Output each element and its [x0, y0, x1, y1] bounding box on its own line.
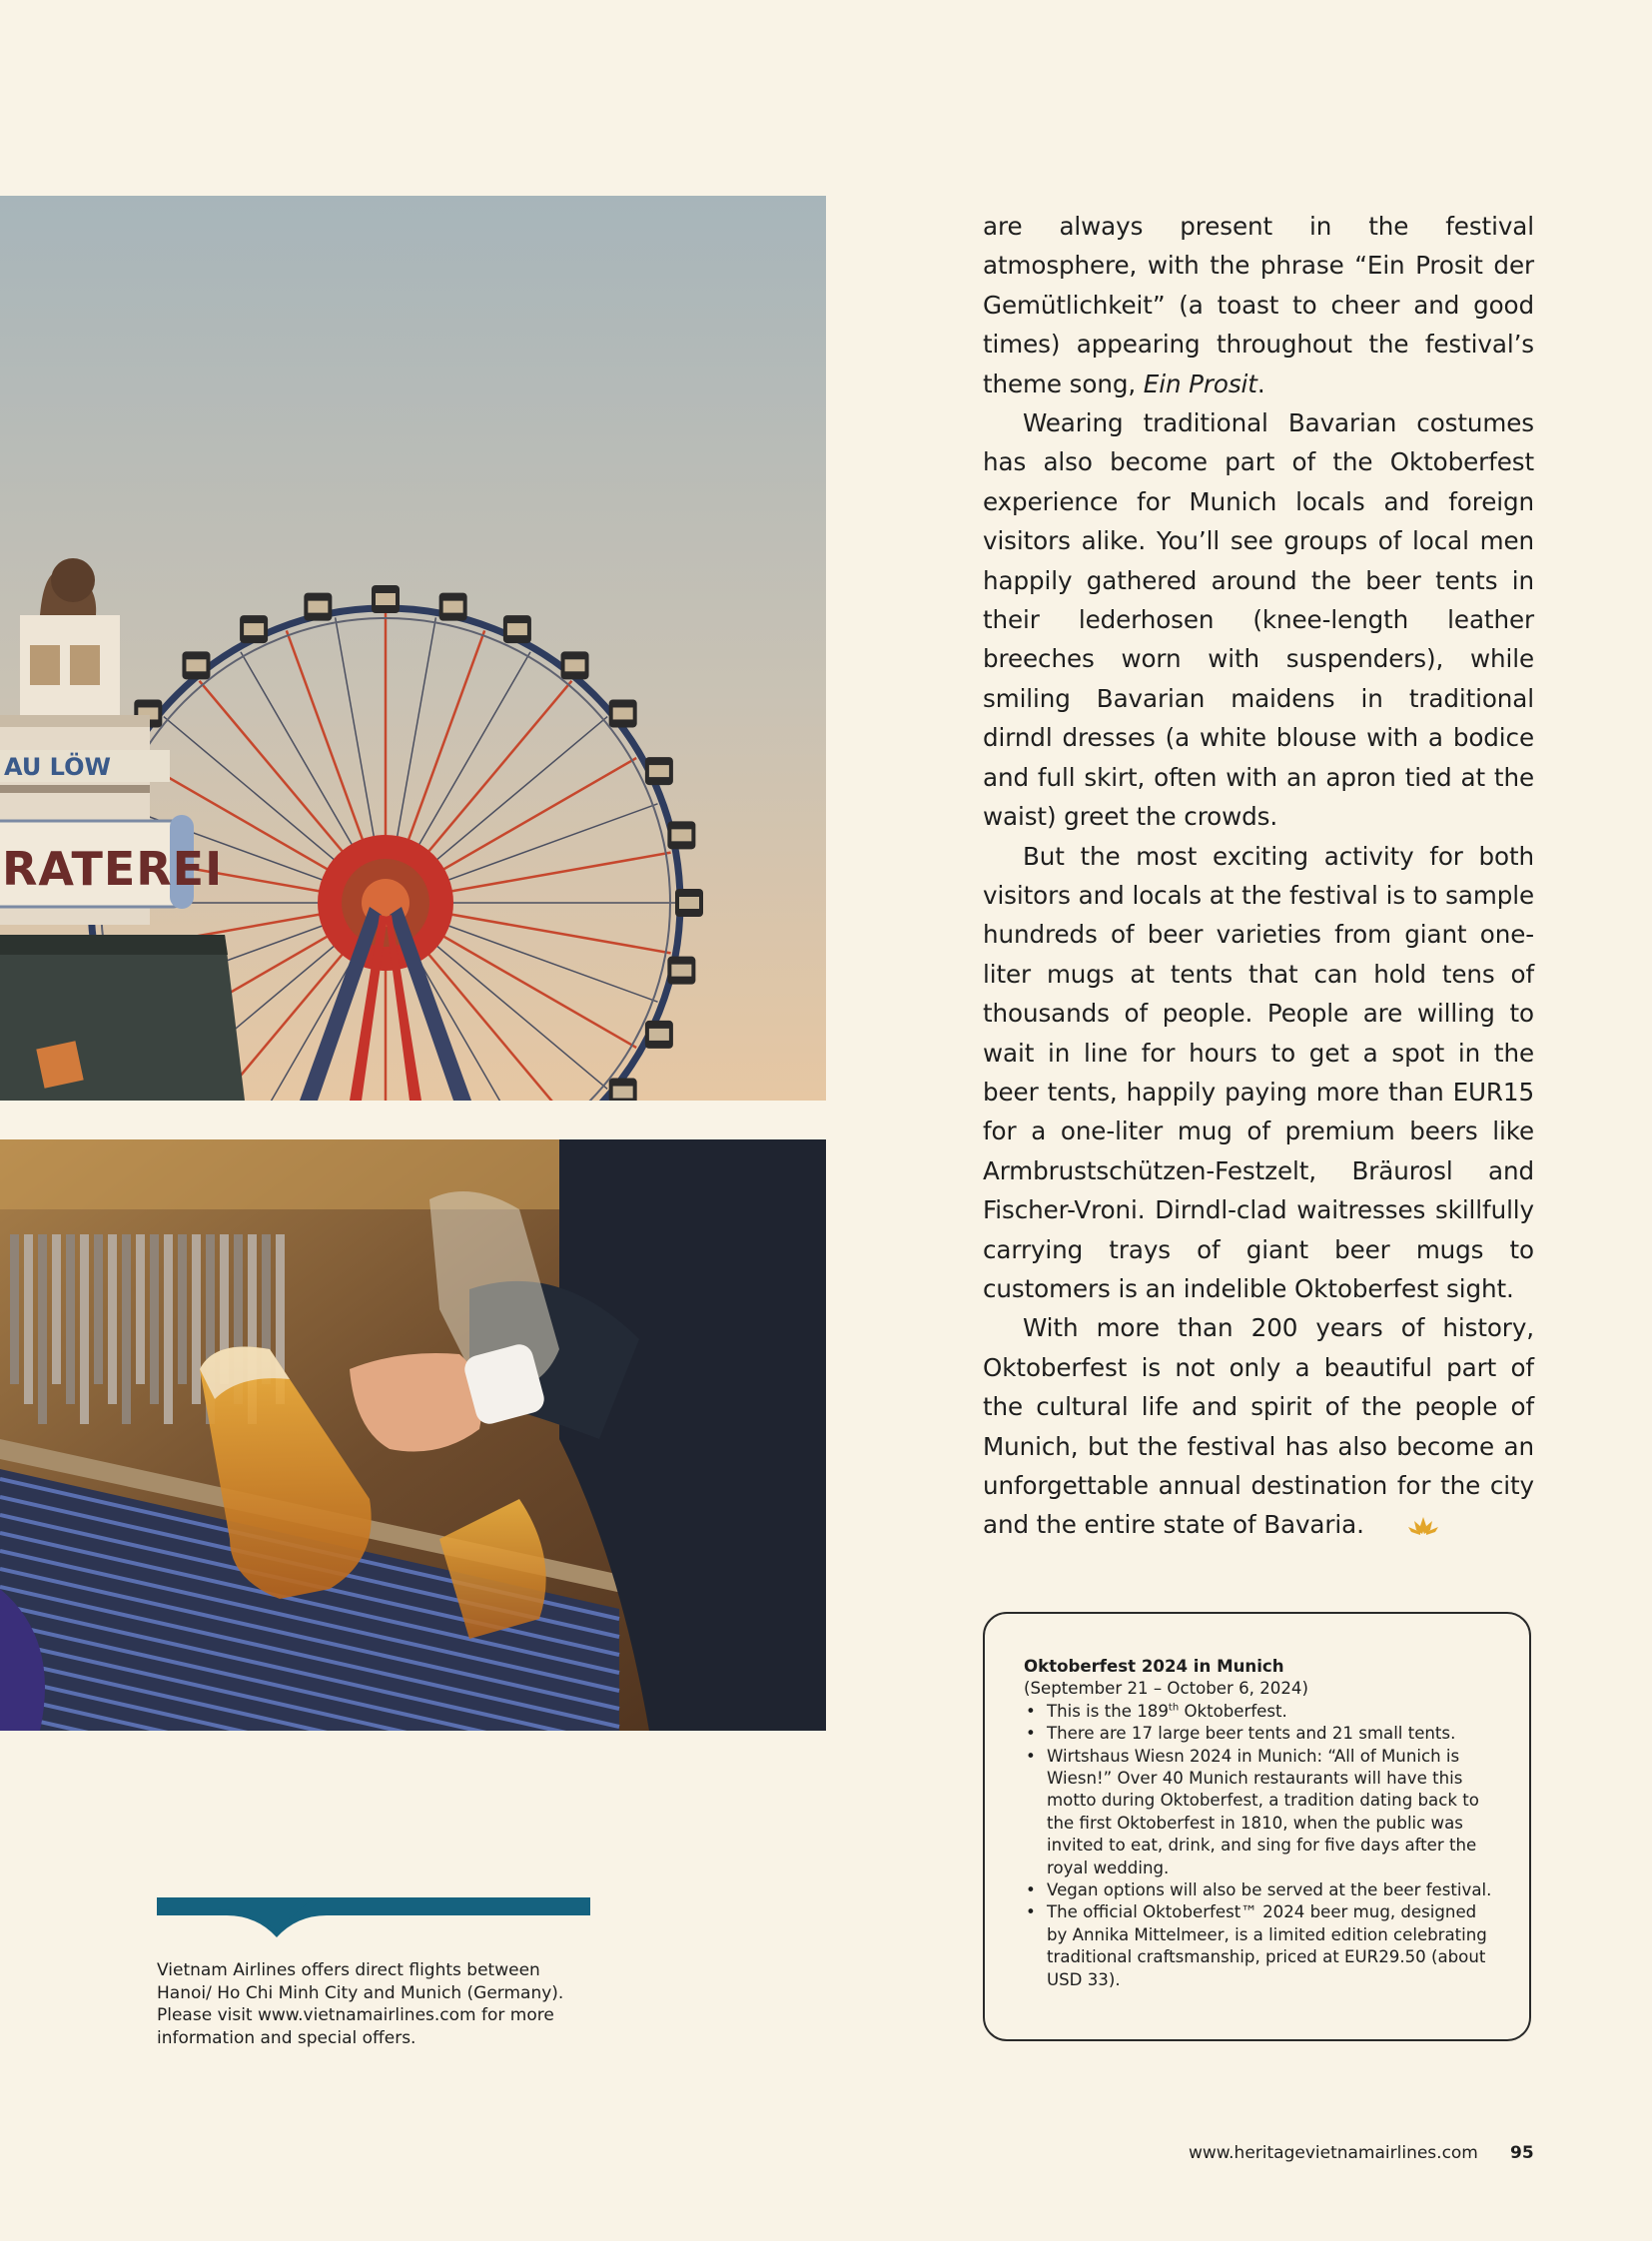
airline-note: Vietnam Airlines offers direct flights between Hanoi/ Ho Chi Minh City and Munich (Germany). Please visit www.vietnamairlines.com for more information and special offers.	[157, 1960, 564, 2048]
info-box-dates: (September 21 – October 6, 2024)	[1024, 1679, 1308, 1699]
article-body	[983, 207, 1534, 1548]
footer-website: www.heritagevietnamairlines.com	[1189, 2143, 1478, 2163]
article-paragraph-2: Wearing traditional Bavarian costumes has also become part of the Oktoberfest experience for Munich locals and foreign visitors alike. You’ll see groups of local men happily gathered around the beer tents in their lederhosen (knee-length leather breeches worn with suspenders), while smiling Bavarian maidens in traditional dirndl dresses (a white blouse with a bodice and full skirt, often with an apron tied at the waist) greet the crowds.	[983, 408, 1534, 832]
article-paragraph-1: are always present in the festival atmosphere, with the phrase “Ein Prosit der Gemütlichkeit” (a toast to cheer and good times) appearing throughout the festival’s theme song, Ein Prosit.	[983, 212, 1534, 398]
info-box-list	[1024, 1701, 1493, 1991]
ferris-wheel-photo	[0, 196, 826, 1101]
oktoberfest-info-box	[983, 1612, 1531, 2041]
book-divider-icon	[157, 1895, 590, 1937]
tower-sign-text: AU LÖW	[4, 753, 111, 781]
list-item: • The official Oktoberfest™ 2024 beer mug, designed by Annika Mittelmeer, is a limited edition celebrating traditional craftsmanship, priced at EUR29.50 (about USD 33).	[1024, 1901, 1493, 1991]
lotus-icon	[1368, 1508, 1438, 1547]
list-item: • Wirtshaus Wiesn 2024 in Munich: “All of Munich is Wiesn!” Over 40 Munich restaurants will have this motto during Oktoberfest, a tradition dating back to the first Oktoberfest in 1810, when the public was invited to eat, drink, and sing for five days after the royal wedding.	[1024, 1746, 1493, 1879]
list-item: • There are 17 large beer tents and 21 small tents.	[1024, 1723, 1493, 1745]
beer-mugs-photo	[0, 1139, 826, 1731]
article-paragraph-4: With more than 200 years of history, Oktoberfest is not only a beautiful part of the cultural life and spirit of the people of Munich, but the festival has also become an unforgettable annual destination for the city and the entire state of Bavaria.	[983, 1308, 1534, 1547]
raterei-sign-text: RATEREI	[2, 842, 224, 896]
list-item: • Vegan options will also be served at the beer festival.	[1024, 1879, 1493, 1901]
article-paragraph-3: But the most exciting activity for both visitors and locals at the festival is to sample hundreds of beer varieties from giant one-liter mugs at tents that can hold tens of thousands of people. People are willing to wait in line for hours to get a spot in the beer tents, happily paying more than EUR15 for a one-liter mug of premium beers like Armbrustschützen-Festzelt, Bräurosl and Fischer-Vroni. Dirndl-clad waitresses skillfully carrying trays of giant beer mugs to customers is an indelible Oktoberfest sight.	[983, 841, 1534, 1303]
song-title: Ein Prosit	[1143, 369, 1257, 398]
info-box-title: Oktoberfest 2024 in Munich	[1024, 1657, 1284, 1676]
page-number: 95	[1510, 2143, 1534, 2163]
list-item: • This is the 189th Oktoberfest.	[1024, 1701, 1493, 1723]
